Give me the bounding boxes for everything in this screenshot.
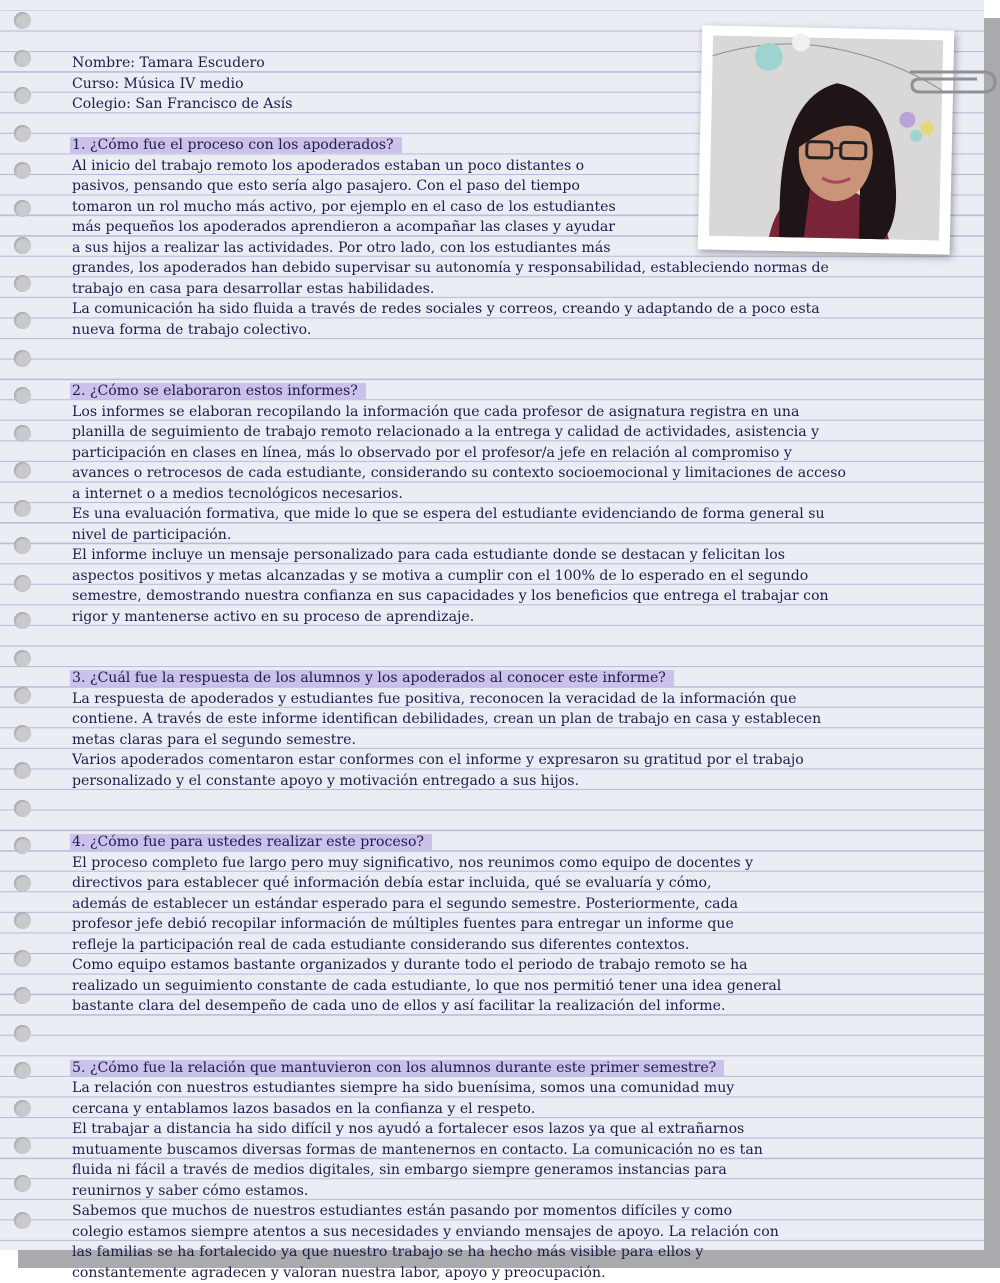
binder-hole-icon bbox=[14, 162, 31, 179]
answer-line: grandes, los apoderados han debido supervisar su autonomía y responsabilidad, estableciendo normas de bbox=[72, 258, 952, 279]
answer-line: a sus hijos a realizar las actividades. Por otro lado, con los estudiantes más bbox=[72, 238, 952, 259]
answer-line: fluida ni fácil a través de medios digitales, sin embargo siempre generamos instancias para bbox=[72, 1160, 952, 1181]
answer-line: aspectos positivos y metas alcanzadas y se motiva a cumplir con el 100% de lo esperado en el segundo bbox=[72, 566, 952, 587]
answer-line: a internet o a medios tecnológicos necesarios. bbox=[72, 484, 952, 505]
binder-hole-icon bbox=[14, 800, 31, 817]
answer-line: más pequeños los apoderados aprendieron a acompañar las clases y ayudar bbox=[72, 217, 952, 238]
binder-hole-icon bbox=[14, 350, 31, 367]
binder-hole-icon bbox=[14, 837, 31, 854]
answer-line: metas claras para el segundo semestre. bbox=[72, 730, 952, 751]
binder-hole-icon bbox=[14, 912, 31, 929]
binder-hole-icon bbox=[14, 575, 31, 592]
answer-line: trabajo en casa para desarrollar estas habilidades. bbox=[72, 279, 952, 300]
answer-line: rigor y mantenerse activo en su proceso de aprendizaje. bbox=[72, 607, 952, 628]
answer-line: Sabemos que muchos de nuestros estudiantes están pasando por momentos difíciles y como bbox=[72, 1201, 952, 1222]
binder-hole-icon bbox=[14, 50, 31, 67]
binder-hole-icon bbox=[14, 875, 31, 892]
answer-line: El proceso completo fue largo pero muy significativo, nos reunimos como equipo de docentes y bbox=[72, 853, 952, 874]
answer-line: semestre, demostrando nuestra confianza en sus capacidades y los beneficios que entrega el trabajar con bbox=[72, 586, 952, 607]
answer-line: avances o retrocesos de cada estudiante, considerando su contexto socioemocional y limitaciones de acceso bbox=[72, 463, 952, 484]
answer-line: constantemente agradecen y valoran nuestra labor, apoyo y preocupación. bbox=[72, 1263, 952, 1283]
answer-line: personalizado y el constante apoyo y motivación entregado a sus hijos. bbox=[72, 771, 952, 792]
answer-line: las familias se ha fortalecido ya que nuestro trabajo se ha hecho más visible para ellos y bbox=[72, 1242, 952, 1263]
answer-line: además de establecer un estándar esperado para el segundo semestre. Posteriormente, cada bbox=[72, 894, 952, 915]
answer-line: mutuamente buscamos diversas formas de mantenernos en contacto. La comunicación no es tan bbox=[72, 1140, 952, 1161]
question-2 bbox=[72, 381, 952, 402]
binder-hole-icon bbox=[14, 762, 31, 779]
binder-hole-icon bbox=[14, 462, 31, 479]
answer-line: Al inicio del trabajo remoto los apoderados estaban un poco distantes o bbox=[72, 156, 952, 177]
qa-sections bbox=[72, 135, 952, 1283]
answer-line: directivos para establecer qué información debía estar incluida, qué se evaluaría y cómo, bbox=[72, 873, 952, 894]
binder-hole-icon bbox=[14, 612, 31, 629]
binder-holes bbox=[14, 12, 38, 1250]
question-5 bbox=[72, 1058, 952, 1079]
binder-hole-icon bbox=[14, 387, 31, 404]
binder-hole-icon bbox=[14, 1137, 31, 1154]
binder-hole-icon bbox=[14, 1212, 31, 1229]
paperclip-icon bbox=[905, 60, 1000, 100]
binder-hole-icon bbox=[14, 725, 31, 742]
answer-line: contiene. A través de este informe identifican debilidades, crean un plan de trabajo en casa y establecen bbox=[72, 709, 952, 730]
curso-line: Curso: Música IV medio bbox=[72, 74, 952, 95]
binder-hole-icon bbox=[14, 537, 31, 554]
answer-line: profesor jefe debió recopilar información de múltiples fuentes para entregar un informe que bbox=[72, 914, 952, 935]
answer-line: pasivos, pensando que esto sería algo pasajero. Con el paso del tiempo bbox=[72, 176, 952, 197]
binder-hole-icon bbox=[14, 500, 31, 517]
binder-hole-icon bbox=[14, 87, 31, 104]
answer-line: La relación con nuestros estudiantes siempre ha sido buenísima, somos una comunidad muy bbox=[72, 1078, 952, 1099]
question-4 bbox=[72, 832, 952, 853]
binder-hole-icon bbox=[14, 1025, 31, 1042]
answer-line: Varios apoderados comentaron estar conformes con el informe y expresaron su gratitud por el trabajo bbox=[72, 750, 952, 771]
answer-line: nueva forma de trabajo colectivo. bbox=[72, 320, 952, 341]
answer-line: La respuesta de apoderados y estudiantes fue positiva, reconocen la veracidad de la información que bbox=[72, 689, 952, 710]
binder-hole-icon bbox=[14, 12, 31, 29]
answer-line: Como equipo estamos bastante organizados y durante todo el periodo de trabajo remoto se ha bbox=[72, 955, 952, 976]
colegio-line: Colegio: San Francisco de Asís bbox=[72, 94, 952, 115]
binder-hole-icon bbox=[14, 987, 31, 1004]
question-highlight: 3. ¿Cuál fue la respuesta de los alumnos y los apoderados al conocer este informe? bbox=[70, 670, 674, 686]
answer-line: cercana y entablamos lazos basados en la confianza y el respeto. bbox=[72, 1099, 952, 1120]
answer-line: El informe incluye un mensaje personalizado para cada estudiante donde se destacan y felicitan los bbox=[72, 545, 952, 566]
answer-line: colegio estamos siempre atentos a sus necesidades y enviando mensajes de apoyo. La relación con bbox=[72, 1222, 952, 1243]
answer-line: refleje la participación real de cada estudiante considerando sus diferentes contextos. bbox=[72, 935, 952, 956]
binder-hole-icon bbox=[14, 275, 31, 292]
question-highlight: 5. ¿Cómo fue la relación que mantuvieron con los alumnos durante este primer semestre? bbox=[70, 1060, 724, 1076]
question-3 bbox=[72, 668, 952, 689]
binder-hole-icon bbox=[14, 1175, 31, 1192]
answer-line: Los informes se elaboran recopilando la información que cada profesor de asignatura registra en una bbox=[72, 402, 952, 423]
binder-hole-icon bbox=[14, 1100, 31, 1117]
answer-line: realizado un seguimiento constante de cada estudiante, lo que nos permitió tener una idea general bbox=[72, 976, 952, 997]
question-highlight: 1. ¿Cómo fue el proceso con los apoderados? bbox=[70, 137, 402, 153]
answer-line: nivel de participación. bbox=[72, 525, 952, 546]
answer-line: La comunicación ha sido fluida a través de redes sociales y correos, creando y adaptando de a poco esta bbox=[72, 299, 952, 320]
answer-line: Es una evaluación formativa, que mide lo que se espera del estudiante evidenciando de forma general su bbox=[72, 504, 952, 525]
binder-hole-icon bbox=[14, 1062, 31, 1079]
binder-hole-icon bbox=[14, 950, 31, 967]
binder-hole-icon bbox=[14, 125, 31, 142]
question-highlight: 4. ¿Cómo fue para ustedes realizar este proceso? bbox=[70, 834, 432, 850]
nombre-line: Nombre: Tamara Escudero bbox=[72, 53, 952, 74]
answer-line: bastante clara del desempeño de cada uno de ellos y así facilitar la realización del informe. bbox=[72, 996, 952, 1017]
answer-line: reunirnos y saber cómo estamos. bbox=[72, 1181, 952, 1202]
binder-hole-icon bbox=[14, 312, 31, 329]
binder-hole-icon bbox=[14, 687, 31, 704]
answer-line: tomaron un rol mucho más activo, por ejemplo en el caso de los estudiantes bbox=[72, 197, 952, 218]
binder-hole-icon bbox=[14, 650, 31, 667]
binder-hole-icon bbox=[14, 425, 31, 442]
answer-line: El trabajar a distancia ha sido difícil y nos ayudó a fortalecer esos lazos ya que al extrañarnos bbox=[72, 1119, 952, 1140]
answer-line: planilla de seguimiento de trabajo remoto relacionado a la entrega y calidad de actividades, asistencia y bbox=[72, 422, 952, 443]
binder-hole-icon bbox=[14, 200, 31, 217]
binder-hole-icon bbox=[14, 237, 31, 254]
answer-line: participación en clases en línea, más lo observado por el profesor/a jefe en relación al compromiso y bbox=[72, 443, 952, 464]
question-highlight: 2. ¿Cómo se elaboraron estos informes? bbox=[70, 383, 366, 399]
